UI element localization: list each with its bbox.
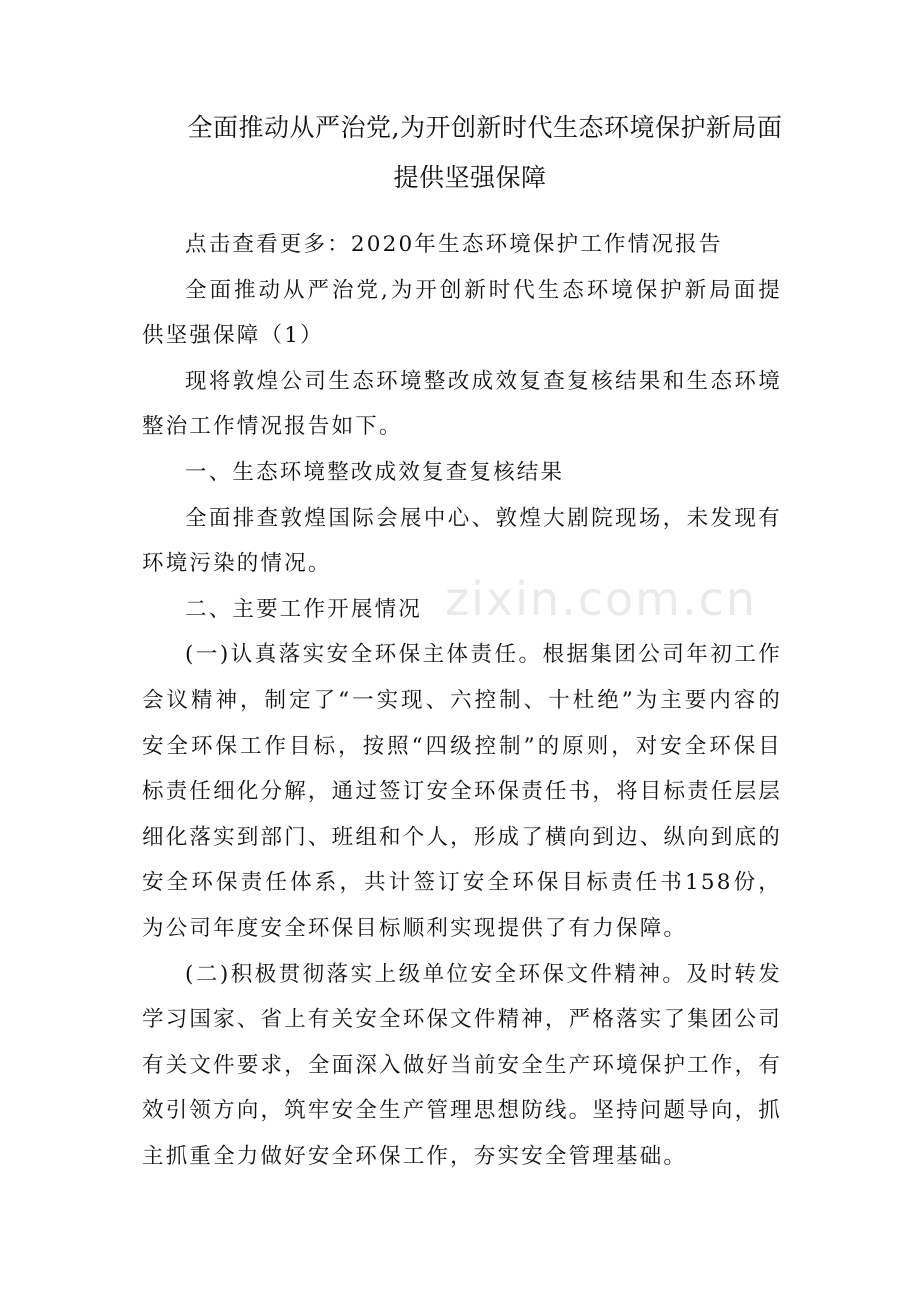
document-body (142, 222, 782, 1179)
more-link-paragraph[interactable]: 点击查看更多：2020年生态环境保护工作情况报告 (185, 232, 723, 257)
body-paragraph: 全面排查敦煌国际会展中心、敦煌大剧院现场，未发现有环境污染的情况。 (142, 505, 782, 577)
body-paragraph: 现将敦煌公司生态环境整改成效复查复核结果和生态环境整治工作情况报告如下。 (142, 368, 782, 440)
body-paragraph: (一)认真落实安全环保主体责任。根据集团公司年初工作会议精神，制定了“一实现、六控制、十杜绝”为主要内容的安全环保工作目标，按照“四级控制”的原则，对安全环保目标责任细化分解，通过签订安全环保责任书，将目标责任层层细化落实到部门、班组和个人，形成了横向到边、纵向到底的安全环保责任体系，共计签订安全环保目标责任书158份，为公司年度安全环保目标顺利实现提供了有力保障。 (142, 642, 782, 941)
document-title-line-1: 全面推动从严治党,为开创新时代生态环境保护新局面 (187, 113, 783, 142)
body-paragraph: (二)积极贯彻落实上级单位安全环保文件精神。及时转发学习国家、省上有关安全环保文件精神，严格落实了集团公司有关文件要求，全面深入做好当前安全生产环境保护工作，有效引领方向，筑牢安全生产管理思想防线。坚持问题导向，抓主抓重全力做好安全环保工作，夯实安全管理基础。 (142, 961, 782, 1169)
section-heading: 一、生态环境整改成效复查复核结果 (185, 459, 565, 485)
section-heading: 二、主要工作开展情况 (185, 596, 423, 622)
body-paragraph: 全面推动从严治党,为开创新时代生态环境保护新局面提供坚强保障（1） (142, 277, 782, 349)
watermark: zixin.com.cn (445, 572, 758, 626)
document-title-line-2: 提供坚强保障 (393, 163, 547, 192)
